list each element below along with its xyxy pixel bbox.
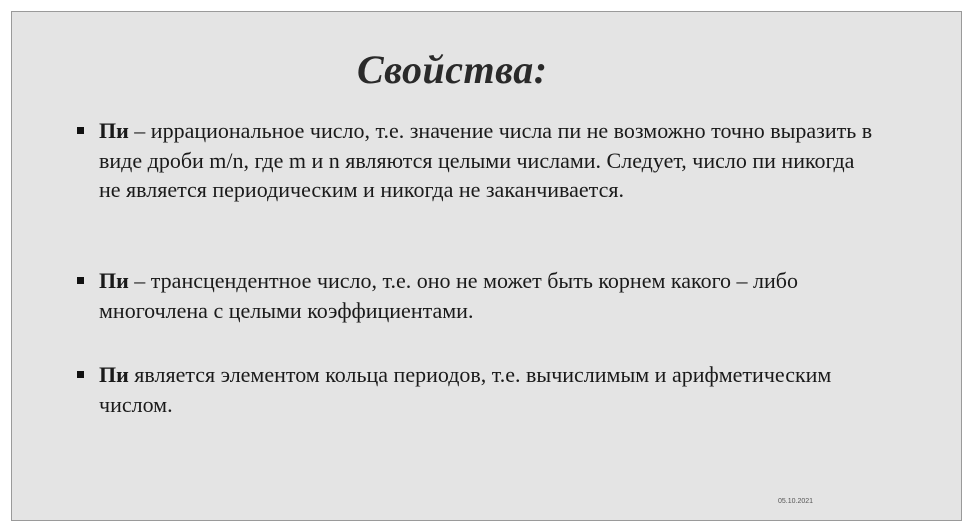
bullet-text: – иррациональное число, т.е. значение числа пи не возможно точно выразить в виде дроби m/n, где m и n являются целыми числами. Следует, число пи никогда не является периодическим и никогда не заканчивается. [99,118,873,202]
slide-title: Свойства: [357,47,548,92]
bullet-item [99,116,874,205]
square-bullet-icon [77,127,84,134]
bullet-text: – трансцендентное число, т.е. оно не может быть корнем какого – либо многочлена с целыми коэффициентами. [99,268,798,323]
bullet-item [99,266,874,325]
footer-date: 05.10.2021 [778,498,814,505]
bullet-term: Пи [99,268,129,293]
bullet-item [99,360,874,419]
bullet-term: Пи [99,118,129,143]
square-bullet-icon [77,371,84,378]
bullet-list [12,12,961,520]
bullet-text: является элементом кольца периодов, т.е. вычислимым и арифметическим числом. [99,362,832,417]
bullet-term: Пи [99,362,129,387]
slide [11,11,962,521]
square-bullet-icon [77,277,84,284]
